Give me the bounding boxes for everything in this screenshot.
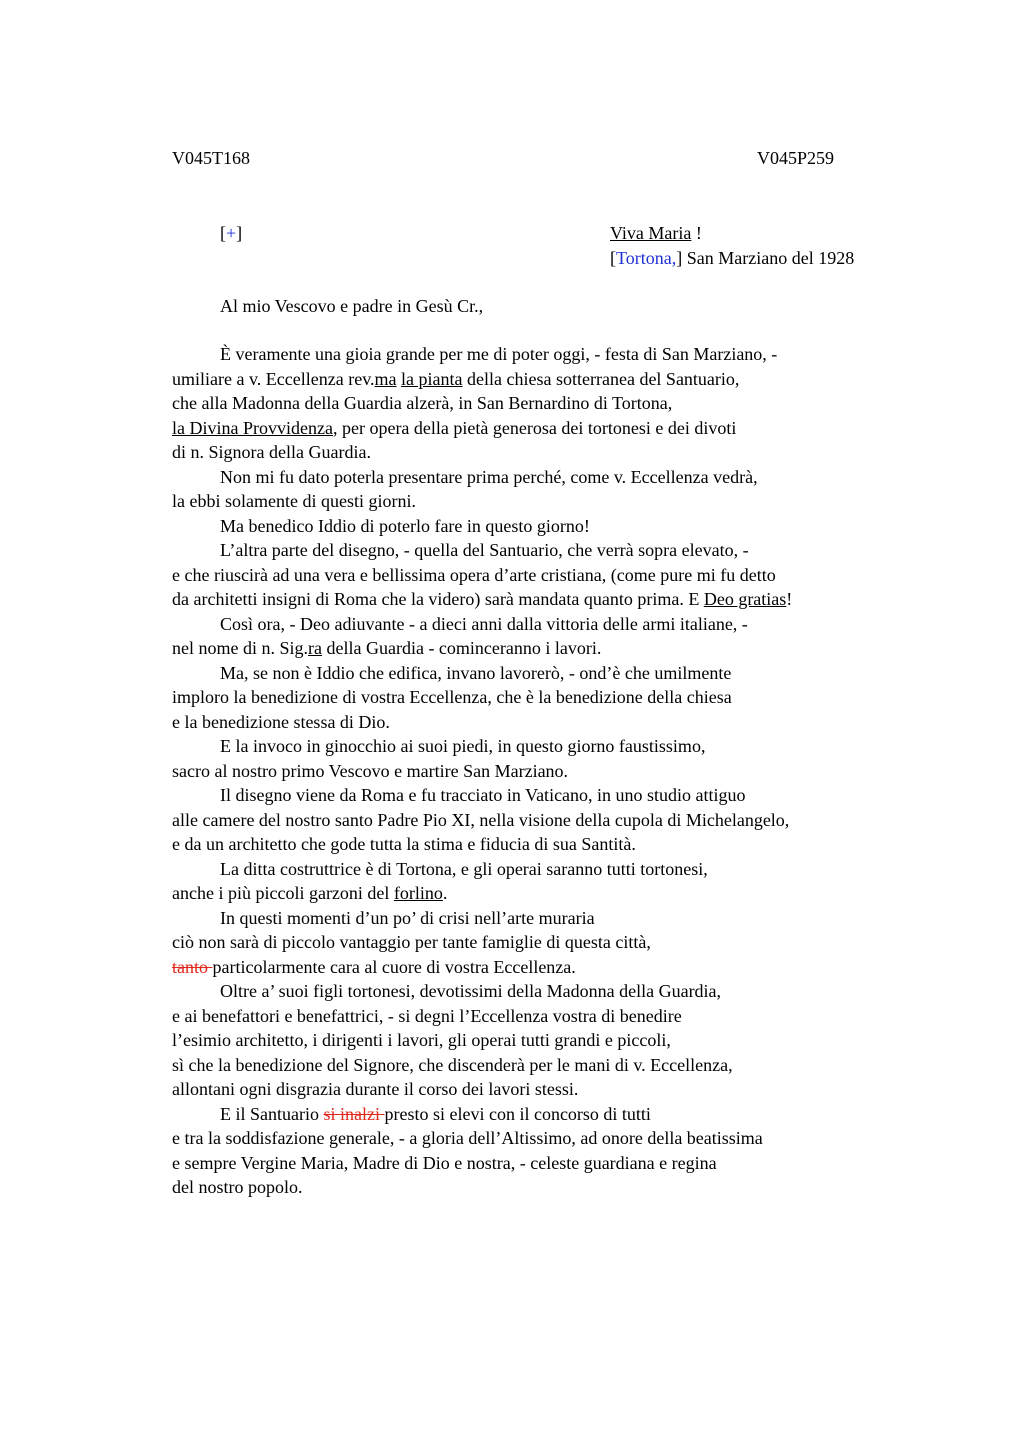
place-date-line [610, 246, 854, 271]
cross-symbol: + [226, 223, 237, 243]
cross-open-bracket: [ [220, 223, 226, 243]
body-line [172, 685, 952, 710]
line-text: della chiesa sotterranea del Santuario, [462, 368, 740, 389]
body-line [172, 1151, 952, 1176]
body-line [172, 1175, 952, 1200]
place-name: Tortona, [616, 247, 677, 268]
line-text: Ma, se non è Iddio che edifica, invano lavorerò, - ond’è che umilmente [220, 662, 732, 683]
line-text: presto si elevi con il concorso di tutti [384, 1103, 651, 1124]
line-text: Il disegno viene da Roma e fu tracciato in Vaticano, in uno studio attiguo [220, 785, 746, 805]
deleted-text: tanto [172, 956, 213, 977]
body-line [172, 1126, 952, 1151]
line-text: ciò non sarà di piccolo vantaggio per tante famiglie di questa città, [172, 932, 651, 952]
line-text: che alla Madonna della Guardia alzerà, in San Bernardino di Tortona, [172, 393, 673, 413]
body-line [172, 636, 952, 661]
body-line [172, 661, 952, 686]
body-line [172, 906, 952, 931]
body-line [172, 808, 952, 833]
line-text: umiliare a v. Eccellenza rev. [172, 368, 375, 389]
body-line [172, 930, 952, 955]
viva-maria-text: Viva Maria [610, 223, 692, 243]
line-text: imploro la benedizione di vostra Eccellenza, che è la benedizione della chiesa [172, 687, 732, 707]
body-line [172, 587, 952, 612]
underlined-text: ma [374, 368, 397, 389]
line-text: . [442, 883, 448, 903]
body-line [172, 832, 952, 857]
line-text: la ebbi solamente di questi giorni. [172, 491, 416, 511]
line-text: nel nome di n. Sig. [172, 638, 308, 658]
line-text: Ma benedico Iddio di poterlo fare in questo giorno! [220, 515, 590, 536]
body-line [172, 1102, 952, 1127]
header-left-code: V045T168 [172, 148, 250, 168]
letter-body [172, 342, 952, 1200]
line-text: allontani ogni disgrazia durante il corso dei lavori stessi. [172, 1079, 579, 1099]
viva-maria-excl: ! [691, 223, 702, 243]
line-text: particolarmente cara al cuore di vostra Eccellenza. [212, 956, 576, 977]
line-text: Oltre a’ suoi figli tortonesi, devotissimi della Madonna della Guardia, [220, 981, 722, 1001]
line-text: È veramente una gioia grande per me di poter oggi, - festa di San Marziano, - [220, 344, 778, 364]
cross-mark [220, 221, 242, 246]
line-text: l’esimio architetto, i dirigenti i lavori, gli operai tutti grandi e piccoli, [172, 1030, 671, 1050]
line-text: anche i più piccoli garzoni del [172, 883, 394, 903]
line-text: , per opera della pietà generosa dei tortonesi e dei divoti [332, 417, 737, 438]
body-line [172, 563, 952, 588]
line-text: sacro al nostro primo Vescovo e martire San Marziano. [172, 760, 569, 781]
underlined-text: forlino [393, 883, 443, 903]
body-line [172, 857, 952, 882]
underlined-text: ra [308, 638, 322, 658]
line-text: e che riuscirà ad una vera e bellissima opera d’arte cristiana, (come pure mi fu detto [172, 564, 776, 585]
line-text: La ditta costruttrice è di Tortona, e gli operai saranno tutti tortonesi, [220, 858, 708, 879]
body-line [172, 440, 952, 465]
body-line [172, 1028, 952, 1053]
line-text: In questi momenti d’un po’ di crisi nell’arte muraria [220, 907, 595, 928]
body-line [172, 1077, 952, 1102]
body-line [172, 955, 952, 980]
line-text: alle camere del nostro santo Padre Pio XI, nella visione della cupola di Michelangelo, [172, 809, 790, 830]
deleted-text: si inalzi [323, 1103, 385, 1124]
place-close-bracket: ] [676, 247, 683, 268]
body-line [172, 1004, 952, 1029]
body-line [172, 612, 952, 637]
line-text: del nostro popolo. [172, 1177, 303, 1197]
body-line [172, 489, 952, 514]
line-text: L’altra parte del disegno, - quella del Santuario, che verrà sopra elevato, - [220, 540, 749, 560]
invocation [610, 221, 702, 246]
line-text: da architetti insigni di Roma che la videro) sarà mandata quanto prima. E [172, 589, 704, 609]
underlined-text: Deo gratias [703, 589, 787, 609]
line-text: sì che la benedizione del Signore, che discenderà per le mani di v. Eccellenza, [172, 1054, 733, 1075]
body-line [172, 465, 952, 490]
line-text: E la invoco in ginocchio ai suoi piedi, in questo giorno faustissimo, [220, 736, 706, 756]
body-line [172, 759, 952, 784]
body-line [172, 416, 952, 441]
line-text: della Guardia - cominceranno i lavori. [321, 638, 602, 658]
body-line [172, 391, 952, 416]
body-line [172, 1053, 952, 1078]
body-line [172, 783, 952, 808]
body-line [172, 881, 952, 906]
line-text: Non mi fu dato poterla presentare prima perché, come v. Eccellenza vedrà, [220, 466, 758, 487]
date-text: San Marziano del 1928 [682, 247, 855, 268]
line-text: di n. Signora della Guardia. [172, 442, 371, 462]
place-open-bracket: [ [610, 247, 616, 268]
line-text: E il Santuario [220, 1103, 324, 1124]
body-line [172, 734, 952, 759]
line-text: e tra la soddisfazione generale, - a gloria dell’Altissimo, ad onore della beatissima [172, 1128, 763, 1148]
body-line [172, 514, 952, 539]
line-text: ! [786, 589, 793, 609]
underlined-text: la Divina Provvidenza [172, 417, 333, 438]
line-text: e ai benefattori e benefattrici, - si degni l’Eccellenza vostra di benedire [172, 1005, 682, 1026]
line-text: Così ora, - Deo adiuvante - a dieci anni dalla vittoria delle armi italiane, - [220, 613, 748, 634]
salutation: Al mio Vescovo e padre in Gesù Cr., [220, 296, 484, 316]
line-text: e sempre Vergine Maria, Madre di Dio e nostra, - celeste guardiana e regina [172, 1152, 717, 1173]
line-text: e la benedizione stessa di Dio. [172, 711, 390, 732]
cross-close-bracket: ] [236, 223, 243, 243]
body-line [172, 342, 952, 367]
body-line [172, 367, 952, 392]
header-right-code: V045P259 [757, 148, 835, 168]
body-line [172, 710, 952, 735]
body-line [172, 538, 952, 563]
underlined-text: la pianta [401, 368, 463, 389]
body-line [172, 979, 952, 1004]
line-text: e da un architetto che gode tutta la stima e fiducia di sua Santità. [172, 834, 636, 854]
